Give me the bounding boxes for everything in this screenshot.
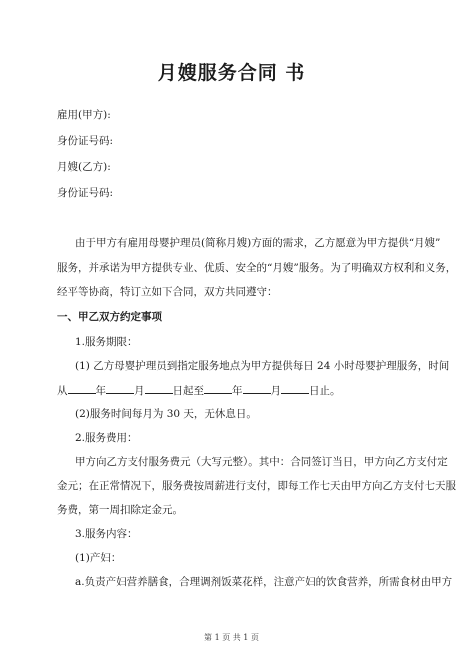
month-label: 月 — [134, 385, 145, 397]
nanny-id-field: 身份证号码: — [57, 187, 114, 199]
day-start-label: 日起至 — [172, 385, 204, 397]
item1-p1-line1: (1) 乙方母婴护理员到指定服务地点为甲方提供每日 24 小时母婴护理服务，时间 — [75, 360, 450, 372]
item3-sub1: (1)产妇： — [75, 552, 122, 564]
blank-line — [68, 383, 96, 394]
nanny-field: 月嫂(乙方): — [57, 161, 111, 173]
employer-id-field: 身份证号码: — [57, 135, 114, 147]
day-end-label: 日止。 — [309, 385, 341, 397]
item1-title: 1.服务期限： — [75, 336, 138, 348]
from-label: 从 — [57, 385, 68, 397]
page-footer: 第 1 页 共 1 页 — [204, 633, 259, 642]
blank-line — [106, 383, 134, 394]
year2-label: 年 — [232, 385, 243, 397]
intro-line-2: 服务，并承诺为甲方提供专业、优质、安全的“月嫂”服务。为了明确双方权利和义务， — [57, 262, 457, 274]
blank-line — [281, 383, 309, 394]
item2-line-1: 甲方向乙方支付服务费元（大写元整）。其中：合同签订当日，甲方向乙方支付定 — [75, 456, 448, 468]
document-title: 月嫂服务合同 书 — [157, 62, 306, 84]
intro-line-1: 由于甲方有雇用母婴护理员(简称月嫂)方面的需求，乙方愿意为甲方提供“月嫂” — [75, 237, 441, 249]
month2-label: 月 — [270, 385, 281, 397]
blank-line — [243, 383, 271, 394]
blank-line — [204, 383, 232, 394]
item3-title: 3.服务内容： — [75, 528, 138, 540]
item2-line-3: 务费，第一周扣除定金元。 — [57, 504, 183, 516]
item2-line-2: 金元；在正常情况下，服务费按周薪进行支付，即每工作七天由甲方向乙方支付七天服 — [57, 480, 456, 492]
item2-title: 2.服务费用： — [75, 432, 138, 444]
item1-p1-line2 — [57, 383, 341, 398]
intro-line-3: 经平等协商，特订立如下合同，双方共同遵守： — [57, 286, 278, 298]
year-label: 年 — [95, 385, 106, 397]
employer-field: 雇用(甲方): — [57, 109, 111, 121]
item3-a: a.负责产妇营养膳食，合理调剂饭菜花样，注意产妇的饮食营养，所需食材由甲方 — [75, 576, 453, 588]
section1-heading: 一、甲乙双方约定事项 — [57, 311, 162, 323]
blank-line — [145, 383, 173, 394]
item1-p2: (2)服务时间每月为 30 天，无休息日。 — [75, 408, 257, 420]
